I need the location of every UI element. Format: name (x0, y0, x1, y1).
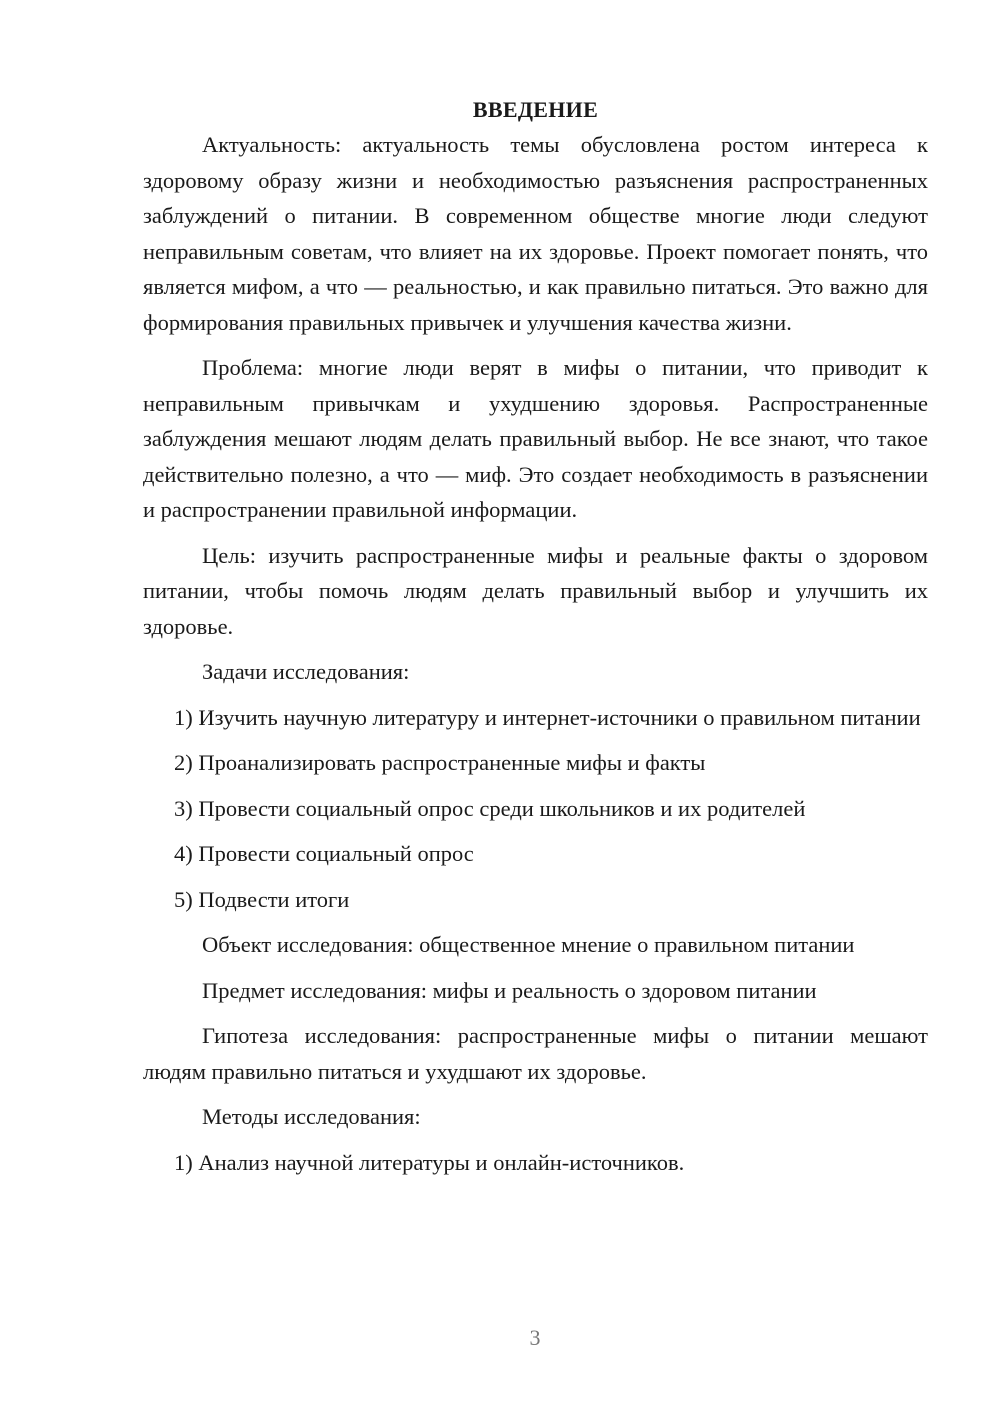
document-page (143, 92, 928, 1180)
research-hypothesis: Гипотеза исследования: распространенные мифы о питании мешают людям правильно питаться и ухудшают их здоровье. (143, 1023, 928, 1084)
method-item-1: 1) Анализ научной литературы и онлайн-источников. (174, 1149, 685, 1175)
research-subject: Предмет исследования: мифы и реальность о здоровом питании (202, 977, 817, 1003)
tasks-heading: Задачи исследования: (202, 659, 410, 684)
page-number: 3 (529, 1325, 541, 1350)
relevance-paragraph: Актуальность: актуальность темы обусловлена ростом интереса к здоровому образу жизни и необходимостью разъяснения распространенных заблуждений о питании. В современном обществе многие люди следуют неправильным советам, что влияет на их здоровье. Проект помогает понять, что является мифом, а что — реальностью, и как правильно питаться. Это важно для формирования правильных привычек и улучшения качества жизни. (143, 132, 928, 335)
goal-paragraph: Цель: изучить распространенные мифы и реальные факты о здоровом питании, чтобы помочь людям делать правильный выбор и улучшить их здоровье. (143, 542, 928, 639)
research-object: Объект исследования: общественное мнение о правильном питании (202, 932, 855, 957)
task-item-1: 1) Изучить научную литературу и интернет-источники о правильном питании (174, 704, 921, 730)
methods-heading: Методы исследования: (202, 1104, 421, 1129)
task-item-4: 4) Провести социальный опрос (174, 841, 474, 866)
task-item-5: 5) Подвести итоги (174, 886, 350, 912)
task-item-3: 3) Провести социальный опрос среди школьников и их родителей (174, 795, 806, 821)
section-title: ВВЕДЕНИЕ (472, 97, 599, 122)
problem-paragraph: Проблема: многие люди верят в мифы о питании, что приводит к неправильным привычкам и ухудшению здоровья. Распространенные заблуждения мешают людям делать правильный выбор. Не все знают, что такое действительно полезно, а что — миф. Это создает необходимость в разъяснении и распространении правильной информации. (143, 355, 928, 522)
task-item-2: 2) Проанализировать распространенные мифы и факты (174, 750, 706, 775)
